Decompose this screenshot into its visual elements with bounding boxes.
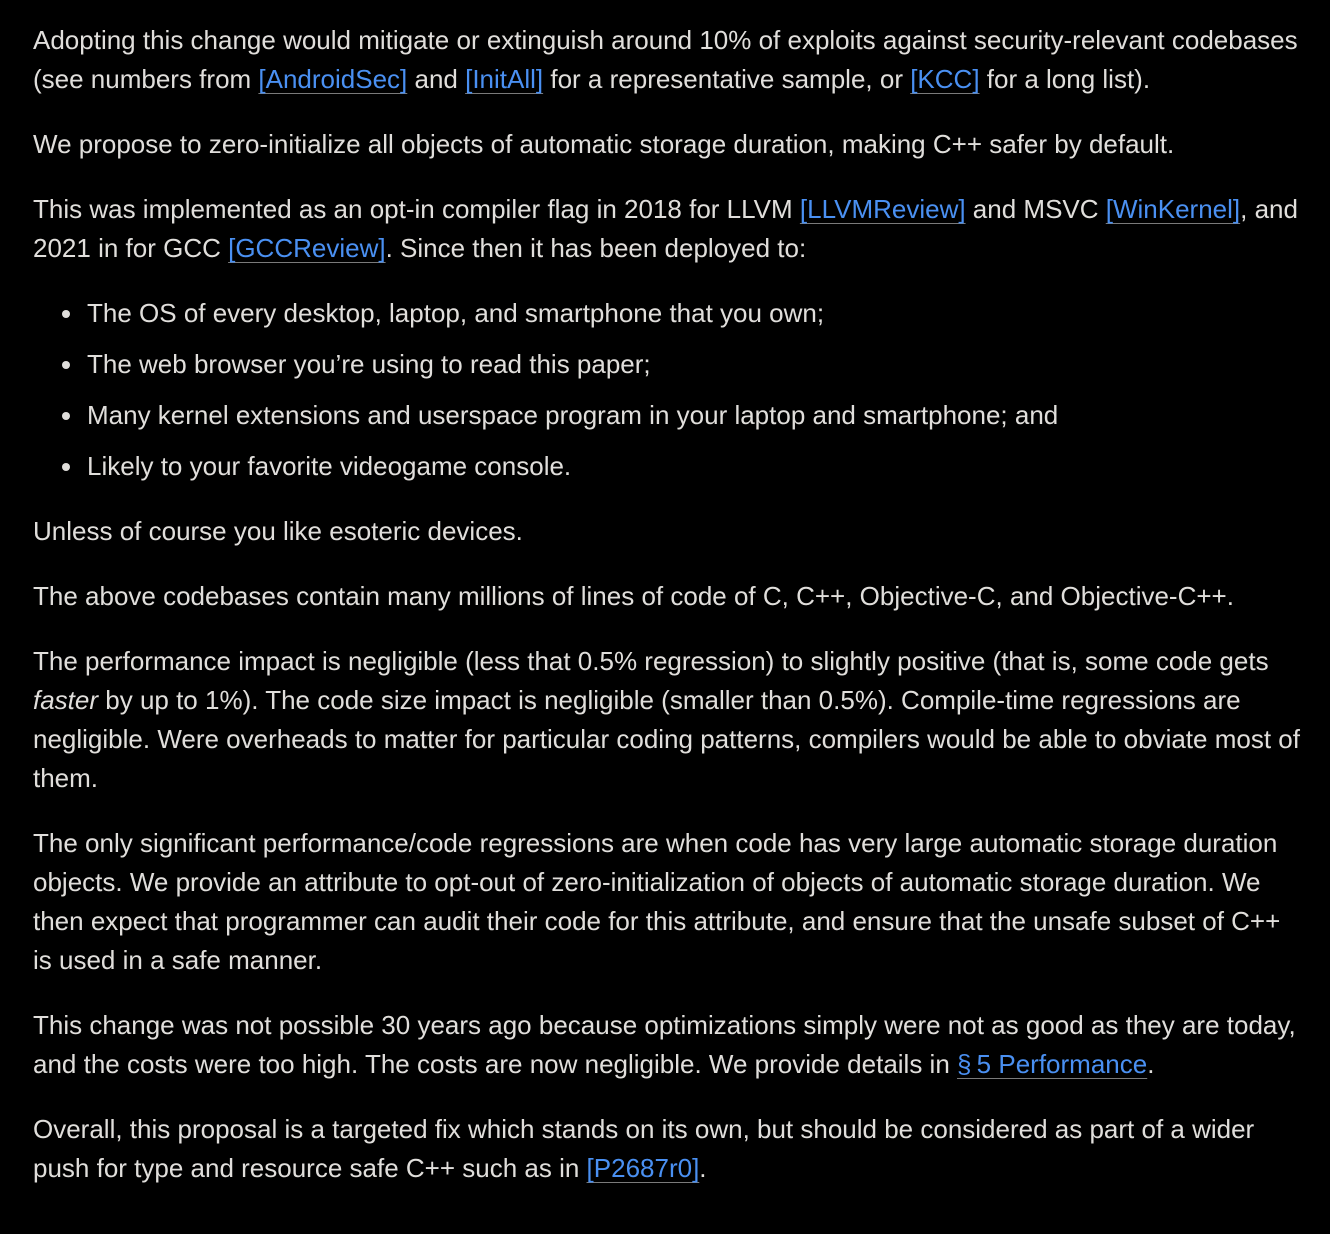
- paragraph-implementation-history: [33, 190, 1303, 268]
- section-5-performance-link[interactable]: § 5 Performance: [957, 1049, 1148, 1079]
- text-run: We propose to zero-initialize all objects of automatic storage duration, making C++ safer by default.: [33, 129, 1175, 159]
- text-run: .: [1147, 1049, 1155, 1079]
- text-run: for a long list).: [979, 64, 1151, 94]
- list-item: [85, 345, 1303, 384]
- text-run: Likely to your favorite videogame console.: [87, 451, 572, 481]
- text-run: This change was not possible 30 years ago because optimizations simply were not as good as they are today, and the costs were too high. The costs are now negligible. We provide details in: [33, 1010, 1296, 1079]
- text-run: The web browser you’re using to read this paper;: [87, 349, 651, 379]
- faster-emphasis: faster: [33, 685, 99, 715]
- androidsec-link[interactable]: [AndroidSec]: [258, 64, 408, 94]
- paragraph-exploit-mitigation: [33, 21, 1303, 99]
- text-run: The OS of every desktop, laptop, and smartphone that you own;: [87, 298, 825, 328]
- paragraph-codebase-size: [33, 577, 1303, 616]
- p2687r0-link[interactable]: [P2687r0]: [586, 1153, 700, 1183]
- initall-link[interactable]: [InitAll]: [465, 64, 544, 94]
- text-run: .: [699, 1153, 707, 1183]
- text-run: The only significant performance/code regressions are when code has very large automatic storage duration objects. We provide an attribute to opt-out of zero-initialization of objects of automatic storage duration. We then expect that programmer can audit their code for this attribute, and ensure that the unsafe subset of C++ is used in a safe manner.: [33, 828, 1281, 975]
- winkernel-link[interactable]: [WinKernel]: [1105, 194, 1241, 224]
- text-run: This was implemented as an opt-in compiler flag in 2018 for LLVM: [33, 194, 800, 224]
- list-item: [85, 447, 1303, 486]
- paragraph-esoteric-devices: [33, 512, 1303, 551]
- text-run: for a representative sample, or: [543, 64, 911, 94]
- text-run: The above codebases contain many millions of lines of code of C, C++, Objective-C, and Objective-C++.: [33, 581, 1234, 611]
- paragraph-regressions-optout: [33, 824, 1303, 980]
- gccreview-link[interactable]: [GCCReview]: [228, 233, 386, 263]
- list-item: [85, 294, 1303, 333]
- text-run: , and 2021 in for GCC: [33, 194, 1298, 263]
- text-run: and MSVC: [965, 194, 1106, 224]
- paragraph-30-years: [33, 1006, 1303, 1084]
- list-item: [85, 396, 1303, 435]
- deployment-list: [33, 294, 1303, 486]
- llvmreview-link[interactable]: [LLVMReview]: [799, 194, 966, 224]
- paragraph-proposal: [33, 125, 1303, 164]
- text-run: The performance impact is negligible (less that 0.5% regression) to slightly positive (that is, some code gets: [33, 646, 1269, 676]
- kcc-link[interactable]: [KCC]: [910, 64, 980, 94]
- text-run: Many kernel extensions and userspace program in your laptop and smartphone; and: [87, 400, 1059, 430]
- paragraph-overall: [33, 1110, 1303, 1188]
- paragraph-performance-impact: [33, 642, 1303, 798]
- text-run: Adopting this change would mitigate or extinguish around 10% of exploits against security-relevant codebases (see numbers from: [33, 25, 1298, 94]
- paper-content: [33, 21, 1303, 1188]
- text-run: . Since then it has been deployed to:: [385, 233, 807, 263]
- text-run: by up to 1%). The code size impact is negligible (smaller than 0.5%). Compile-time regressions are negligible. Were overheads to matter for particular coding patterns, compilers would be able to obviate most of them.: [33, 685, 1300, 793]
- text-run: and: [407, 64, 466, 94]
- text-run: Unless of course you like esoteric devices.: [33, 516, 523, 546]
- text-run: Overall, this proposal is a targeted fix which stands on its own, but should be considered as part of a wider push for type and resource safe C++ such as in: [33, 1114, 1255, 1183]
